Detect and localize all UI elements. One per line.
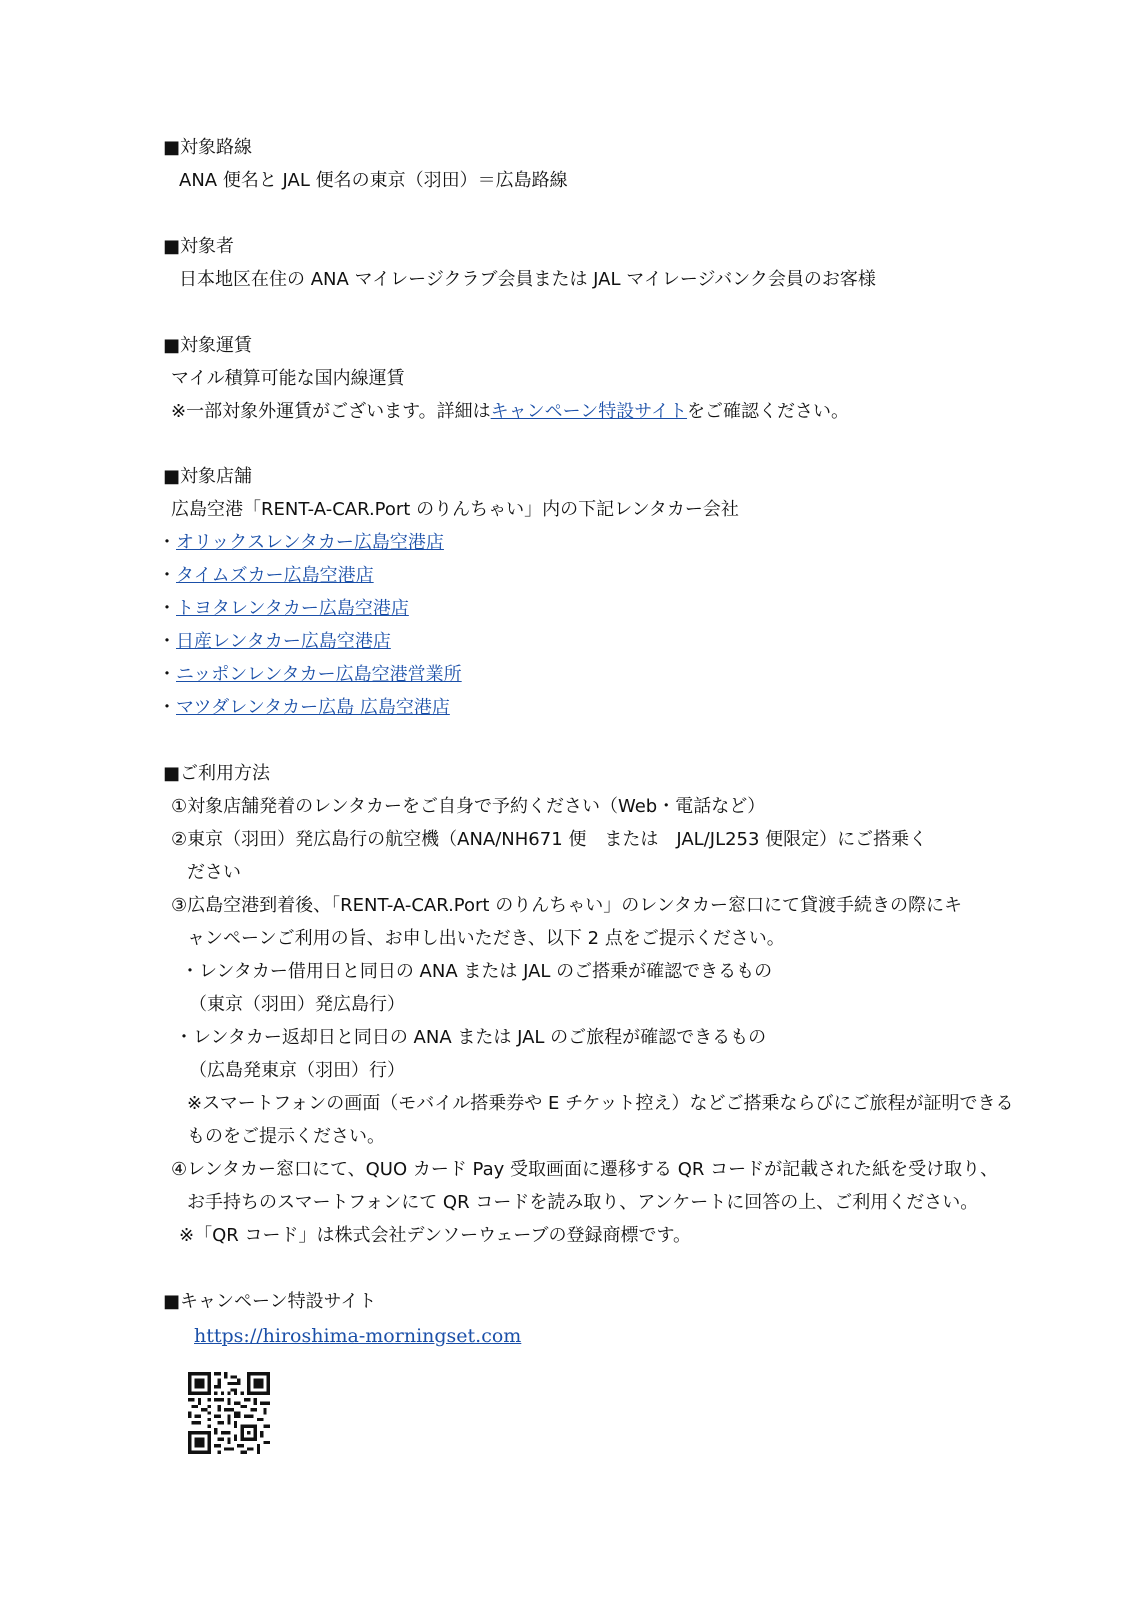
bullet: ・ [158, 697, 176, 718]
bullet: ・ [158, 631, 176, 652]
usage-line: ・レンタカー借用日と同日の ANA または JAL のご搭乗が確認できるもの [181, 961, 773, 982]
store-list-item [158, 564, 374, 588]
campaign-url-link[interactable]: https://hiroshima-morningset.com [194, 1325, 522, 1347]
fare-body: マイル積算可能な国内線運賃 [171, 368, 405, 389]
usage-line: ④レンタカー窓口にて、QUO カード Pay 受取画面に遷移する QR コードが記載された紙を受け取り、 [171, 1159, 999, 1180]
store-list-item [158, 531, 444, 555]
target-heading: ■対象者 [163, 236, 235, 257]
usage-line: ・レンタカー返却日と同日の ANA または JAL のご旅程が確認できるもの [175, 1027, 767, 1048]
campaign-heading: ■キャンペーン特設サイト [163, 1291, 377, 1312]
target-body: 日本地区在住の ANA マイレージクラブ会員または JAL マイレージバンク会員のお客様 [179, 269, 876, 290]
store-list-item [158, 597, 409, 621]
usage-line: ださい [187, 862, 241, 883]
usage-line: （東京（羽田）発広島行） [189, 994, 405, 1015]
store-link-mazda[interactable]: マツダレンタカー広島 広島空港店 [176, 697, 450, 718]
store-link-nippon[interactable]: ニッポンレンタカー広島空港営業所 [176, 664, 462, 685]
store-link-times[interactable]: タイムズカー広島空港店 [176, 565, 374, 586]
store-list-item [158, 696, 450, 720]
usage-line: ャンペーンご利用の旨、お申し出いただき、以下 2 点をご提示ください。 [187, 928, 785, 949]
usage-line: ①対象店舗発着のレンタカーをご自身で予約ください（Web・電話など） [171, 796, 766, 817]
bullet: ・ [158, 532, 176, 553]
usage-line: ②東京（羽田）発広島行の航空機（ANA/NH671 便 または JAL/JL253 便限定）にご搭乗く [171, 829, 928, 850]
usage-line: （広島発東京（羽田）行） [189, 1060, 405, 1081]
stores-intro: 広島空港「RENT-A-CAR.Port のりんちゃい」内の下記レンタカー会社 [171, 499, 739, 520]
store-list-item [158, 663, 462, 687]
bullet: ・ [158, 664, 176, 685]
route-body: ANA 便名と JAL 便名の東京（羽田）＝広島路線 [179, 170, 568, 191]
usage-line: ※「QR コード」は株式会社デンソーウェーブの登録商標です。 [179, 1225, 692, 1246]
qr-code-image [188, 1372, 270, 1454]
fare-note-suffix: をご確認ください。 [687, 401, 850, 422]
campaign-site-link[interactable]: キャンペーン特設サイト [490, 401, 688, 422]
store-link-nissan[interactable]: 日産レンタカー広島空港店 [176, 631, 391, 652]
store-link-orix[interactable]: オリックスレンタカー広島空港店 [176, 532, 444, 553]
usage-line: ものをご提示ください。 [187, 1126, 385, 1147]
usage-line: ※スマートフォンの画面（モバイル搭乗券や E チケット控え）などご搭乗ならびにご旅程が証明できる [187, 1093, 1014, 1114]
bullet: ・ [158, 565, 176, 586]
usage-line: ③広島空港到着後、「RENT-A-CAR.Port のりんちゃい」のレンタカー窓口にて貸渡手続きの際にキ [171, 895, 963, 916]
store-list-item [158, 630, 391, 654]
store-link-toyota[interactable]: トヨタレンタカー広島空港店 [176, 598, 409, 619]
bullet: ・ [158, 598, 176, 619]
usage-line: お手持ちのスマートフォンにて QR コードを読み取り、アンケートに回答の上、ご利用ください。 [187, 1192, 979, 1213]
route-heading: ■対象路線 [163, 137, 253, 158]
stores-heading: ■対象店舗 [163, 466, 253, 487]
fare-heading: ■対象運賃 [163, 335, 253, 356]
fare-note-prefix: ※一部対象外運賃がございます。詳細は [171, 401, 491, 422]
usage-heading: ■ご利用方法 [163, 763, 271, 784]
fare-note [171, 400, 849, 424]
